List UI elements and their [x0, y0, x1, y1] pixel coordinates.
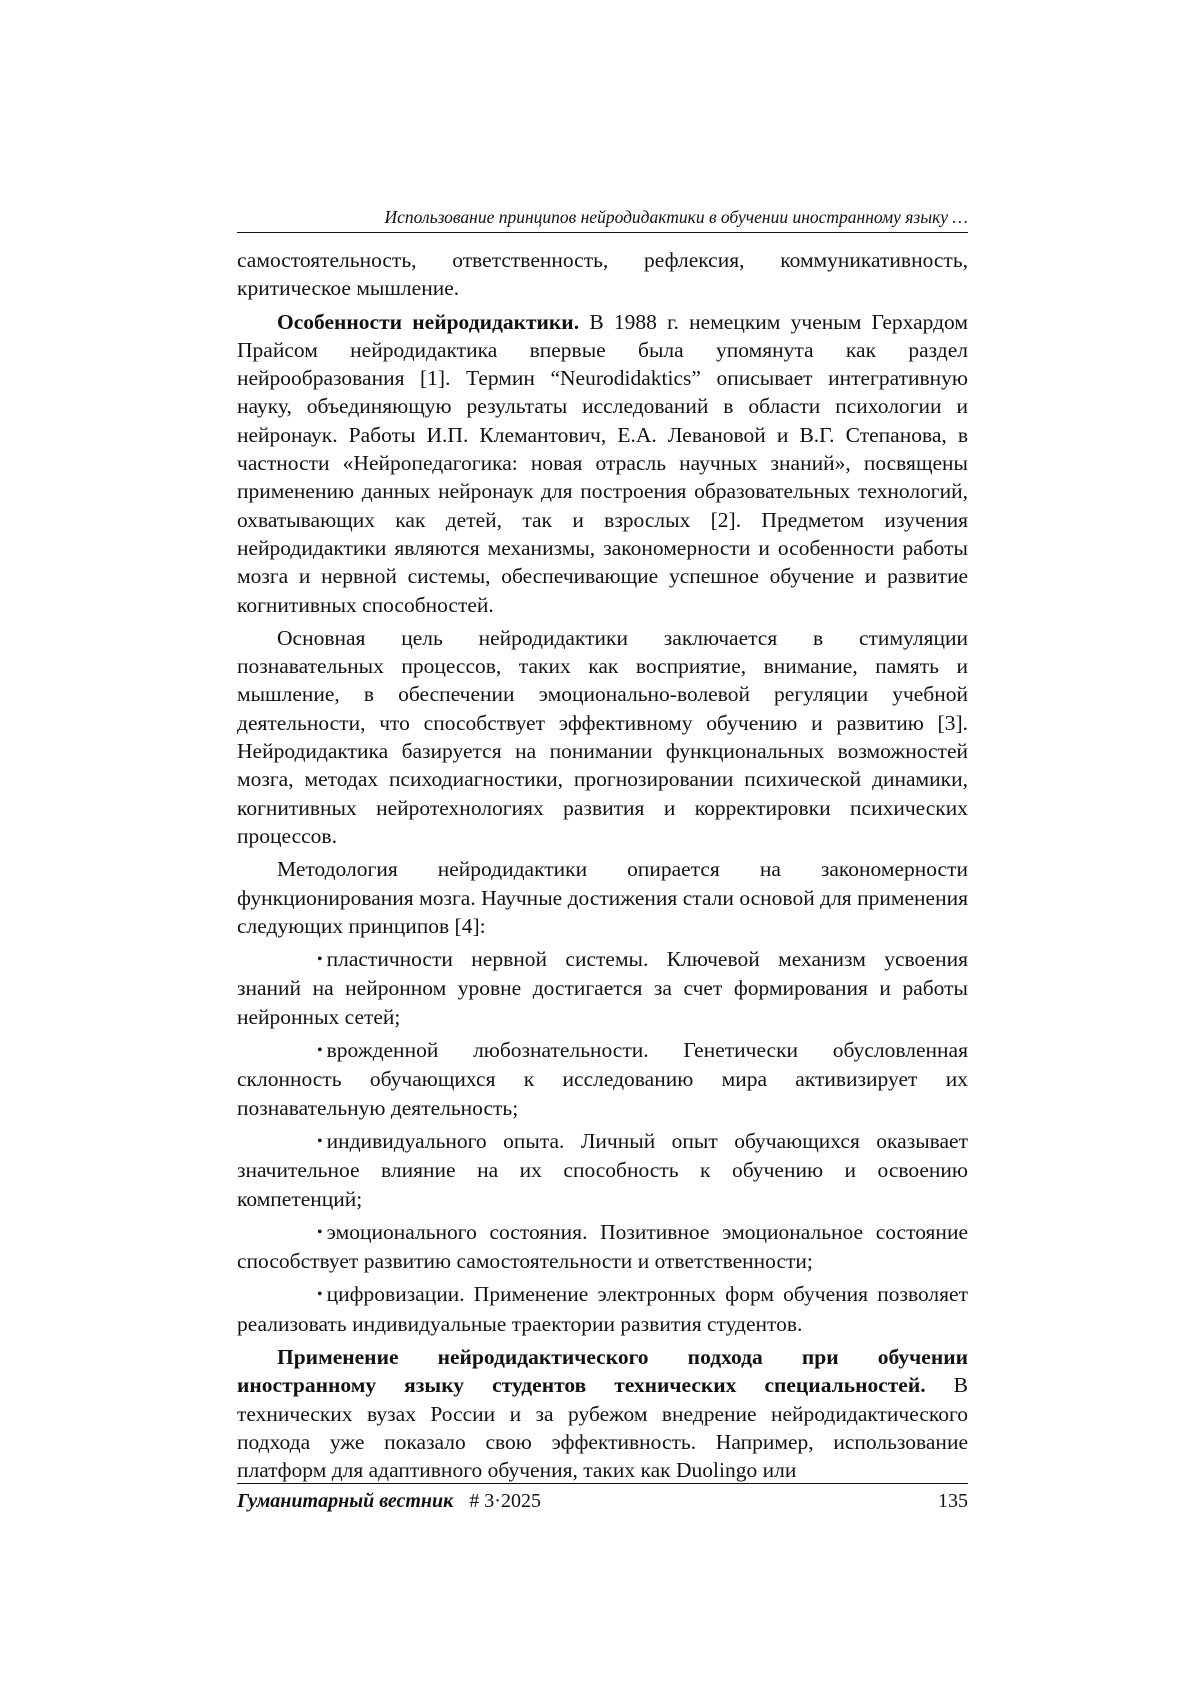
paragraph-neurodidactics-features	[237, 308, 968, 619]
bullet-item	[237, 1218, 968, 1276]
bullet-text: цифровизации. Применение электронных форм обучения позволяет реализовать индивидуальные траектории развития студентов.	[237, 1282, 968, 1336]
bullet-icon: •	[317, 1286, 323, 1304]
bullet-item	[237, 1127, 968, 1213]
bullet-item	[237, 1036, 968, 1122]
bullet-item	[237, 1280, 968, 1338]
bullet-text: пластичности нервной системы. Ключевой механизм усвоения знаний на нейронном уровне достигается за счет формирования и работы нейронных сетей;	[237, 947, 968, 1029]
page-number: 135	[938, 1490, 968, 1512]
paragraph-continuation: самостоятельность, ответственность, рефлексия, коммуникативность, критическое мышление.	[237, 248, 968, 301]
bullet-icon: •	[317, 951, 323, 969]
paragraph-text: В 1988 г. немецким ученым Герхардом Прайсом нейродидактика впервые была упомянута как раздел нейрообразования [1]. Термин “Neurodidaktics” описывает интегративную науку, объединяющую результаты исследований в области психологии и нейронаук. Работы И.П. Клемантович, Е.А. Левановой и В.Г. Степанова, в частности «Нейропедагогика: новая отрасль научных знаний», посвящены применению данных нейронаук для построения образовательных технологий, охватывающих как детей, так и взрослых [2]. Предметом изучения нейродидактики являются механизмы, закономерности и особенности работы мозга и нервной системы, обеспечивающие успешное обучение и развитие когнитивных способностей.	[237, 309, 969, 617]
bullet-item	[237, 945, 968, 1031]
bullet-icon: •	[317, 1042, 323, 1060]
paragraph-text: В технических вузах России и за рубежом внедрение нейродидактического подхода уже показало свою эффективность. Например, использование платформ для адаптивного обучения, таких как Duolingo или	[237, 1373, 968, 1483]
page-footer	[237, 1483, 968, 1514]
bullet-text: врожденной любознательности. Генетически обусловленная склонность обучающихся к исследованию мира активизирует их познавательную деятельность;	[237, 1038, 968, 1120]
running-header: Использование принципов нейродидактики в обучении иностранному языку …	[237, 205, 968, 233]
paragraph-application	[237, 1343, 968, 1484]
paragraph-main-goal: Основная цель нейродидактики заключается в стимуляции познавательных процессов, таких как восприятие, внимание, память и мышление, в обеспечении эмоционально-волевой регуляции учебной деятельности, что способствует эффективному обучению и развитию [3]. Нейродидактика базируется на понимании функциональных возможностей мозга, методах психодиагностики, прогнозировании психической динамики, когнитивных нейротехнологиях развития и корректировки психических процессов.	[237, 625, 968, 848]
bullet-icon: •	[317, 1223, 323, 1241]
article-body	[237, 246, 968, 1489]
journal-name: Гуманитарный вестник	[237, 1490, 454, 1512]
issue-number: # 3·2025	[469, 1490, 541, 1512]
section-lead-application: Применение нейродидактического подхода при обучении иностранному языку студентов технических специальностей.	[237, 1344, 968, 1398]
section-lead-features: Особенности нейродидактики.	[277, 309, 580, 334]
bullet-text: индивидуального опыта. Личный опыт обучающихся оказывает значительное влияние на их способность к обучению и освоению компетенций;	[237, 1128, 968, 1211]
journal-info	[237, 1488, 541, 1514]
paragraph-methodology: Методология нейродидактики опирается на закономерности функционирования мозга. Научные достижения стали основой для применения следующих принципов [4]:	[237, 857, 968, 938]
bullet-icon: •	[317, 1132, 323, 1150]
bullet-text: эмоционального состояния. Позитивное эмоциональное состояние способствует развитию самостоятельности и ответственности;	[237, 1219, 968, 1274]
